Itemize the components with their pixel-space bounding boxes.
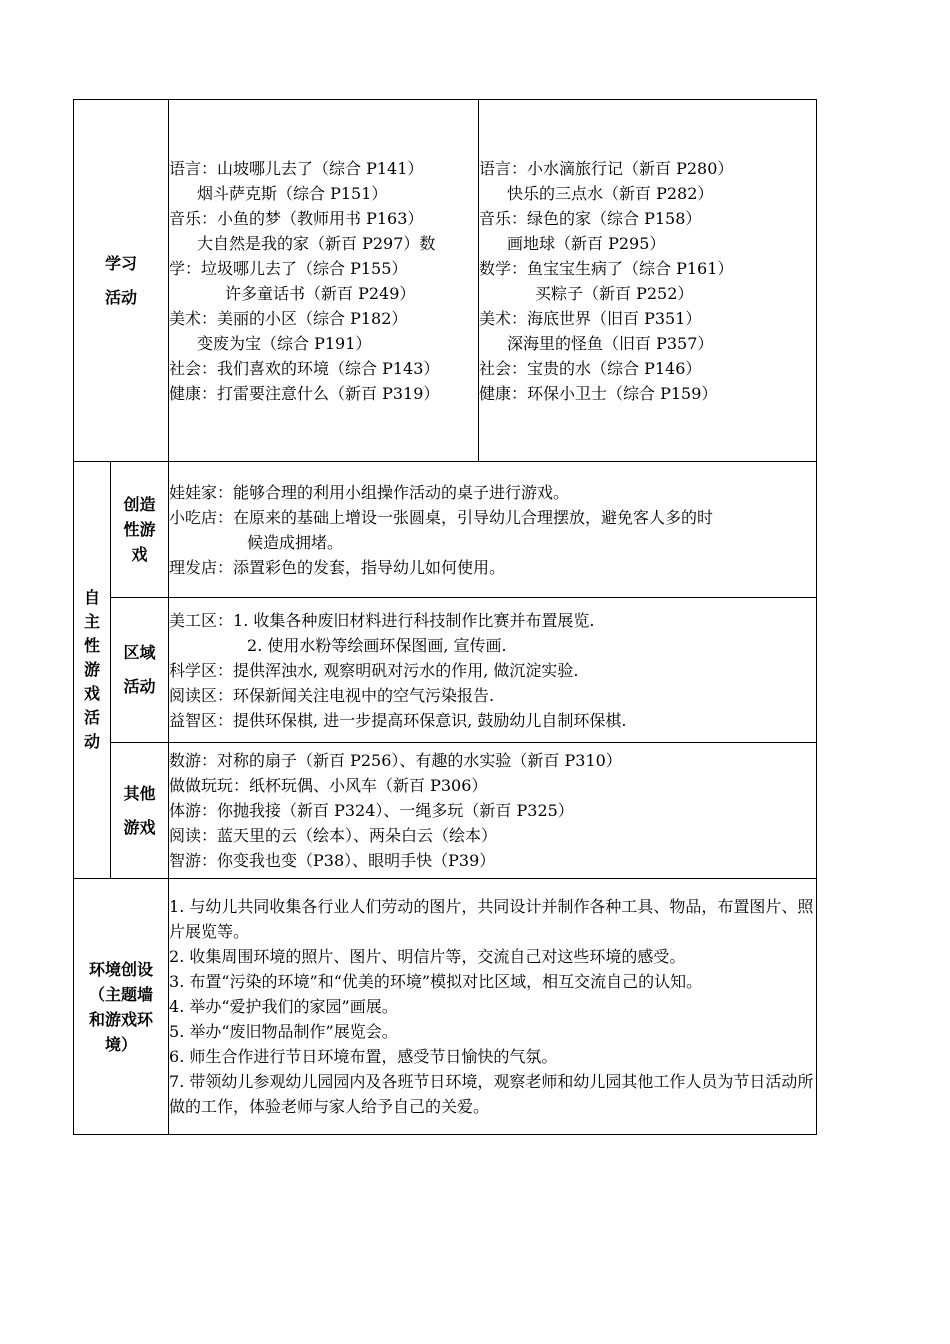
environment-item: 2. 收集周围环境的照片、图片、明信片等，交流自己对这些环境的感受。 <box>169 947 686 966</box>
area-line: 美工区：1. 收集各种废旧材料进行科技制作比赛并布置展览. <box>169 610 595 630</box>
header-line: 性游 <box>123 520 156 539</box>
header-line: （主题墙 <box>89 984 154 1004</box>
activity-line: 变废为宝（综合 P191） <box>197 333 372 353</box>
activity-line: 音乐：绿色的家（综合 P158） <box>479 208 702 228</box>
area-line: 阅读区：环保新闻关注电视中的空气污染报告. <box>169 685 495 705</box>
area-activities-row <box>74 598 817 743</box>
header-line: 其他 <box>123 783 156 803</box>
other-games-content <box>169 743 817 879</box>
area-activities-content <box>169 598 817 743</box>
activity-line: 买粽子（新百 P252） <box>535 283 694 303</box>
environment-creation-row <box>74 879 817 1135</box>
weekly-plan-table <box>73 99 817 1135</box>
learning-activities-week1 <box>169 100 479 462</box>
creative-play-content <box>169 462 817 598</box>
play-line: 娃娃家：能够合理的利用小组操作活动的桌子进行游戏。 <box>169 482 570 502</box>
learning-activities-week2 <box>479 100 817 462</box>
autonomous-play-header: 自主性游戏活动 <box>74 462 111 879</box>
activity-line: 美术：海底世界（旧百 P351） <box>479 308 702 328</box>
environment-item: 4. 举办“爱护我们的家园”画展。 <box>169 997 398 1016</box>
activity-line: 快乐的三点水（新百 P282） <box>507 183 714 203</box>
header-line: 活动 <box>105 287 138 307</box>
activity-line: 许多童话书（新百 P249） <box>225 283 416 303</box>
header-line: 环境创设 <box>89 959 154 979</box>
header-line: 游戏 <box>123 817 156 837</box>
activity-line: 深海里的怪鱼（旧百 P357） <box>507 333 714 353</box>
play-line: 理发店：添置彩色的发套，指导幼儿如何使用。 <box>169 557 506 577</box>
activity-line: 学：垃圾哪儿去了（综合 P155） <box>169 258 408 278</box>
header-line: 活动 <box>123 677 156 696</box>
game-line: 数游：对称的扇子（新百 P256）、有趣的水实验（新百 P310） <box>169 751 622 770</box>
game-line: 智游：你变我也变（P38）、眼明手快（P39） <box>169 851 496 870</box>
activity-line: 音乐：小鱼的梦（教师用书 P163） <box>169 208 424 228</box>
header-line: 创造 <box>123 495 156 514</box>
environment-creation-header <box>74 879 169 1135</box>
area-line: 益智区：提供环保棋, 进一步提高环保意识, 鼓励幼儿自制环保棋. <box>169 710 627 730</box>
environment-item: 3. 布置“污染的环境”和“优美的环境”模拟对比区域，相互交流自己的认知。 <box>169 972 703 991</box>
creative-play-row <box>74 462 817 598</box>
game-line: 体游：你抛我接（新百 P324）、一绳多玩（新百 P325） <box>169 801 574 820</box>
other-games-header <box>111 743 169 879</box>
header-line: 和游戏环 <box>89 1009 154 1029</box>
header-line: 境） <box>105 1034 138 1054</box>
activity-line: 画地球（新百 P295） <box>507 233 666 253</box>
learning-activities-row <box>74 100 817 462</box>
learning-activities-header <box>74 100 169 462</box>
activity-line: 语言：小水滴旅行记（新百 P280） <box>479 158 734 178</box>
activity-line: 社会：宝贵的水（综合 P146） <box>479 358 702 378</box>
environment-item: 1. 与幼儿共同收集各行业人们劳动的图片，共同设计并制作各种工具、物品，布置图片、照片展览等。 <box>169 897 814 941</box>
activity-line: 大自然是我的家（新百 P297）数 <box>197 233 436 253</box>
activity-line: 烟斗萨克斯（综合 P151） <box>197 183 388 203</box>
area-line: 2. 使用水粉等绘画环保图画, 宣传画. <box>247 635 507 655</box>
area-activities-header <box>111 598 169 743</box>
creative-play-header <box>111 462 169 598</box>
activity-line: 健康：环保小卫士（综合 P159） <box>479 383 718 403</box>
play-line: 小吃店：在原来的基础上增设一张圆桌，引导幼儿合理摆放，避免客人多的时 <box>169 507 714 527</box>
activity-line: 语言：山坡哪儿去了（综合 P141） <box>169 158 424 178</box>
environment-item: 7. 带领幼儿参观幼儿园园内及各班节日环境，观察老师和幼儿园其他工作人员为节日活动所做的工作，体验老师与家人给予自己的关爱。 <box>169 1072 814 1116</box>
activity-line: 社会：我们喜欢的环境（综合 P143） <box>169 358 440 378</box>
other-games-row <box>74 743 817 879</box>
game-line: 做做玩玩：纸杯玩偶、小风车（新百 P306） <box>169 776 488 795</box>
play-line: 候造成拥堵。 <box>247 532 344 552</box>
area-line: 科学区：提供浑浊水, 观察明矾对污水的作用, 做沉淀实验. <box>169 660 579 680</box>
activity-line: 数学：鱼宝宝生病了（综合 P161） <box>479 258 734 278</box>
game-line: 阅读：蓝天里的云（绘本）、两朵白云（绘本） <box>169 826 498 845</box>
header-line: 学习 <box>105 253 138 273</box>
environment-item: 5. 举办“废旧物品制作”展览会。 <box>169 1022 398 1041</box>
header-line: 区域 <box>123 643 156 662</box>
environment-item: 6. 师生合作进行节日环境布置，感受节日愉快的气氛。 <box>169 1047 558 1066</box>
environment-creation-content <box>169 879 817 1135</box>
header-line: 戏 <box>131 545 148 564</box>
activity-line: 健康：打雷要注意什么（新百 P319） <box>169 383 440 403</box>
activity-line: 美术：美丽的小区（综合 P182） <box>169 308 408 328</box>
